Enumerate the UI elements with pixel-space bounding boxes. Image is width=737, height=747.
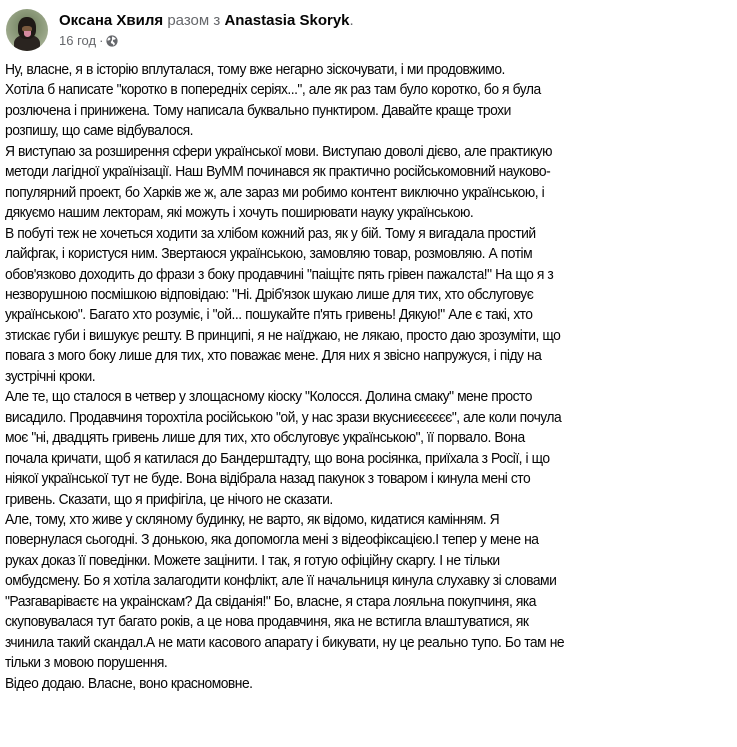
author-name-link[interactable]: Оксана Хвиля (59, 12, 164, 29)
author-avatar[interactable] (6, 9, 48, 51)
post-line: обов'язково доходить до фрази з боку продавчині "паіщітє пять грівен пажалста!" На що я з (5, 265, 554, 283)
post-line: "Разгаваріваєтє на украінскам? Да свіданія!" Бо, власне, я стара лояльна покупчиня, яка (5, 592, 536, 610)
post-timestamp-link[interactable]: 16 год (59, 33, 97, 48)
post-line: зтискає губи і вишукує решту. В принципі, я не наїджаю, не лякаю, просто даю зрозуміти, що (5, 326, 561, 344)
post-line: скуповувалася тут багато років, а це нова продавчиня, яка не встигла влаштуватися, як (5, 613, 529, 631)
post-line: популярний проект, бо Харків же ж, але зараз ми робимо контент виключно українською, і (5, 183, 545, 201)
post-line: ніякої української тут не буде. Вона відібрала назад пакунок з товаром і кинула мені сто (5, 470, 531, 488)
post-line: почала кричати, щоб я катилася до Бандерштадту, що вона росіянка, приїхала з Росії, і що (5, 449, 550, 467)
post-line: повага з мого боку лише для тих, хто поважає мене. Для них я звісно напружуся, і піду на (5, 347, 542, 365)
post-line: повернулася сьогодні. З донькою, яка допомогла мені з відеофіксацією.І тепер у мене на (5, 531, 539, 549)
meta-separator: · (99, 33, 104, 48)
post-line: руках доказ її поведінки. Можете зацінити. І так, я готую офіційну скаргу. І не тільки (5, 551, 500, 569)
post-line: дякуємо нашим лекторам, які можуть і хочуть поширювати науку українською. (5, 204, 474, 222)
post-line: Але те, що сталося в четвер у злощасному кіоску "Колосся. Долина смаку" мене просто (5, 388, 532, 406)
post-line: українською". Багато хто розуміє, і "ой... пошукайте п'ять гривень! Дякую!" Але є такі, хто (5, 306, 533, 324)
post-body-text (5, 60, 736, 694)
author-line (59, 12, 354, 30)
post-line: зчинила такий скандал.А не мати касового апарату і бикувати, ну це реально тупо. Бо там не (5, 633, 565, 651)
post-line: моє "ні, двадцять гривень лише для тих, хто обслуговує українською", її порвало. Вона (5, 429, 525, 447)
post-line: лайфгак, і користуся ним. Звертаюся українською, замовляю товар, розмовляю. А потім (5, 245, 533, 263)
post-line: Ну, власне, я в історію вплуталася, тому вже негарно зіскочувати, і ми продовжимо. (5, 61, 505, 78)
post-header (6, 9, 354, 51)
coauthor-name-link[interactable]: Anastasia Skoryk (224, 12, 350, 29)
post-line: Але, тому, хто живе у скляному будинку, не варто, як відомо, кидатися камінням. Я (5, 510, 500, 528)
post-line: омбудсмену. Бо я хотіла залагодити конфлікт, але її начальниця кинула слухавку зі словами (5, 572, 557, 590)
globe-icon[interactable] (106, 35, 118, 47)
post-line: розлючена і принижена. Тому написала буквально пунктиром. Давайте краще трохи (5, 101, 511, 119)
post-line: Я виступаю за розширення сфери української мови. Виступаю доволі дієво, але практикую (5, 142, 552, 160)
author-line-period: . (349, 12, 354, 29)
post-line: Відео додаю. Власне, воно красномовне. (5, 674, 253, 692)
header-text (59, 9, 354, 49)
post-line: зустрічні кроки. (5, 367, 96, 385)
post-line: гривень. Сказати, що я прифігіла, це нічого не сказати. (5, 490, 333, 508)
post-line: методи лагідної українізації. Наш ВуММ починався як практично російськомовний науково- (5, 163, 551, 181)
post-line: висадило. Продавчиня торохтіла російською "ой, у нас зрази вкусниєєєєєє", але коли почула (5, 408, 562, 426)
post-meta (59, 33, 354, 49)
dog-tongue-shape (24, 31, 31, 37)
post-line: тільки з мовою порушення. (5, 654, 168, 672)
post-line: незворушною посмішкою відповідаю: "Ні. Дріб'язок шукаю лише для тих, хто обслуговує (5, 285, 534, 303)
with-text: разом з (167, 12, 221, 29)
post-line: Хотіла б написате "коротко в попередніх серіях...", але як раз там було коротко, бо я була (5, 81, 541, 99)
post-line: розпишу, що саме відбувалося. (5, 122, 194, 140)
post-line: В побуті теж не хочеться ходити за хлібом кожний раз, як у бій. Тому я вигадала простий (5, 224, 536, 242)
